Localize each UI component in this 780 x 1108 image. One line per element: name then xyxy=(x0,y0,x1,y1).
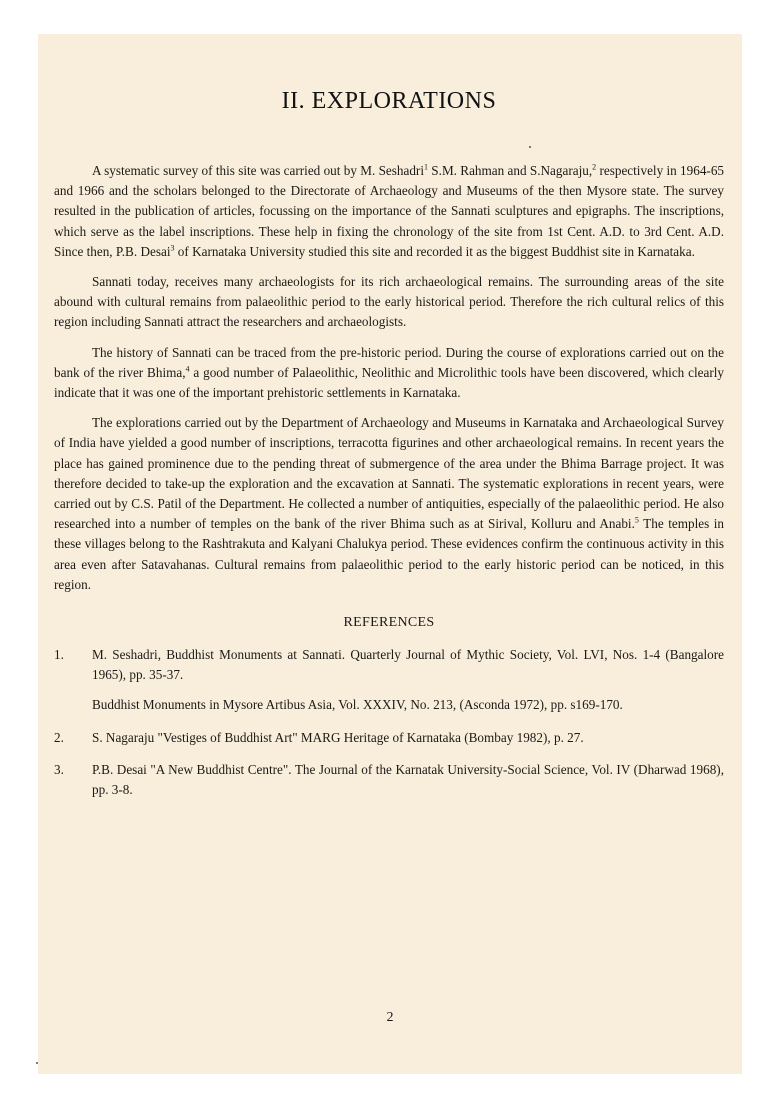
reference-item xyxy=(54,728,724,748)
reference-number: 2. xyxy=(54,729,64,745)
reference-item xyxy=(54,645,724,716)
paragraph-text: a good number of Palaeolithic, Neolithic and Microlithic tools have been discovered, which clearly indicate that it was one of the important prehistoric settlements in Karnataka. xyxy=(54,364,724,401)
document-page xyxy=(38,34,742,1074)
paragraph-survey-history xyxy=(54,161,724,262)
scan-speck xyxy=(529,146,531,148)
reference-number: 3. xyxy=(54,761,64,777)
paragraph-text: The history of Sannati can be traced from the pre-historic period. During the course of explorations carried out on the bank of the river Bhima, xyxy=(54,344,724,380)
reference-item xyxy=(54,760,724,800)
paragraph-text: The explorations carried out by the Department of Archaeology and Museums in Karnataka and Archaeological Survey of India have yielded a good number of inscriptions, terracotta figurines and other archaeological remains. In recent years the place has gained prominence due to the pending threat of submergence of the area under the Bhima Barrage project. It was therefore decided to take-up the exploration and the excavation at Sannati. The systematic explorations in recent years, were carried out by C.S. Patil of the Department. He collected a number of antiquities, especially of the palaeolithic period. He also researched into a number of temples on the bank of the river Bhima such as at Sirival, Kolluru and Anabi. xyxy=(54,415,724,532)
footnote-marker: 5 xyxy=(634,515,639,525)
references-list xyxy=(54,645,724,800)
reference-body xyxy=(92,760,724,800)
reference-number: 1. xyxy=(54,647,64,663)
paragraph-prehistory xyxy=(54,343,724,404)
reference-text: P.B. Desai "A New Buddhist Centre". The Journal of the Karnatak University-Social Science, Vol. IV (Dharwad 1968), pp. 3-8. xyxy=(92,761,724,798)
paragraph-text: The temples in these villages belong to the Rashtrakuta and Kalyani Chalukya period. These evidences confirm the continuous activity in this area even after Satavahanas. Cultural remains from palaeolithic period to the early historic period can be noticed, in this region. xyxy=(54,516,724,592)
reference-text: M. Seshadri, Buddhist Monuments at Sannati. Quarterly Journal of Mythic Society, Vol. LVI, Nos. 1-4 (Bangalore 1965), pp. 35-37. xyxy=(92,647,724,683)
scan-speck xyxy=(36,1062,38,1064)
reference-body xyxy=(92,728,724,748)
footnote-marker: 4 xyxy=(185,364,190,374)
footnote-marker: 3 xyxy=(170,243,175,253)
paragraph-text: A systematic survey of this site was carried out by M. Seshadri xyxy=(92,163,424,178)
paragraph-sannati-today: Sannati today, receives many archaeologists for its rich archaeological remains. The surrounding areas of the site abound with cultural remains from palaeolithic period to the early historical period. Therefore the rich cultural relics of this region including Sannati attract the researchers and archaeologists. xyxy=(54,274,724,330)
reference-text-extra: Buddhist Monuments in Mysore Artibus Asia, Vol. XXXIV, No. 213, (Asconda 1972), pp. s169-170. xyxy=(92,697,623,713)
references-heading: REFERENCES xyxy=(343,615,435,631)
page-title: II. EXPLORATIONS xyxy=(281,88,497,114)
paragraph-explorations xyxy=(54,413,724,595)
footnote-marker: 1 xyxy=(424,162,428,172)
reference-text: S. Nagaraju "Vestiges of Buddhist Art" MARG Heritage of Karnataka (Bombay 1982), p. 27. xyxy=(92,729,584,745)
paragraph-text: respectively in 1964-65 and 1966 and the scholars belonged to the Directorate of Archaeology and Museums of the then Mysore state. The survey resulted in the publication of articles, focussing on the importance of the Sannati sculptures and epigraphs. The inscriptions, which serve as the label inscriptions. These help in fixing the chronology of the site from 1st Cent. A.D. to 3rd Cent. A.D. Since then, P.B. Desai xyxy=(54,163,725,259)
page-number: 2 xyxy=(386,1010,394,1025)
paragraph-text: of Karnataka University studied this site and recorded it as the biggest Buddhist site in Karnataka. xyxy=(174,243,695,259)
footnote-marker: 2 xyxy=(592,162,597,172)
reference-body xyxy=(92,645,724,716)
paragraph-text: S.M. Rahman and S.Nagaraju, xyxy=(428,163,593,178)
